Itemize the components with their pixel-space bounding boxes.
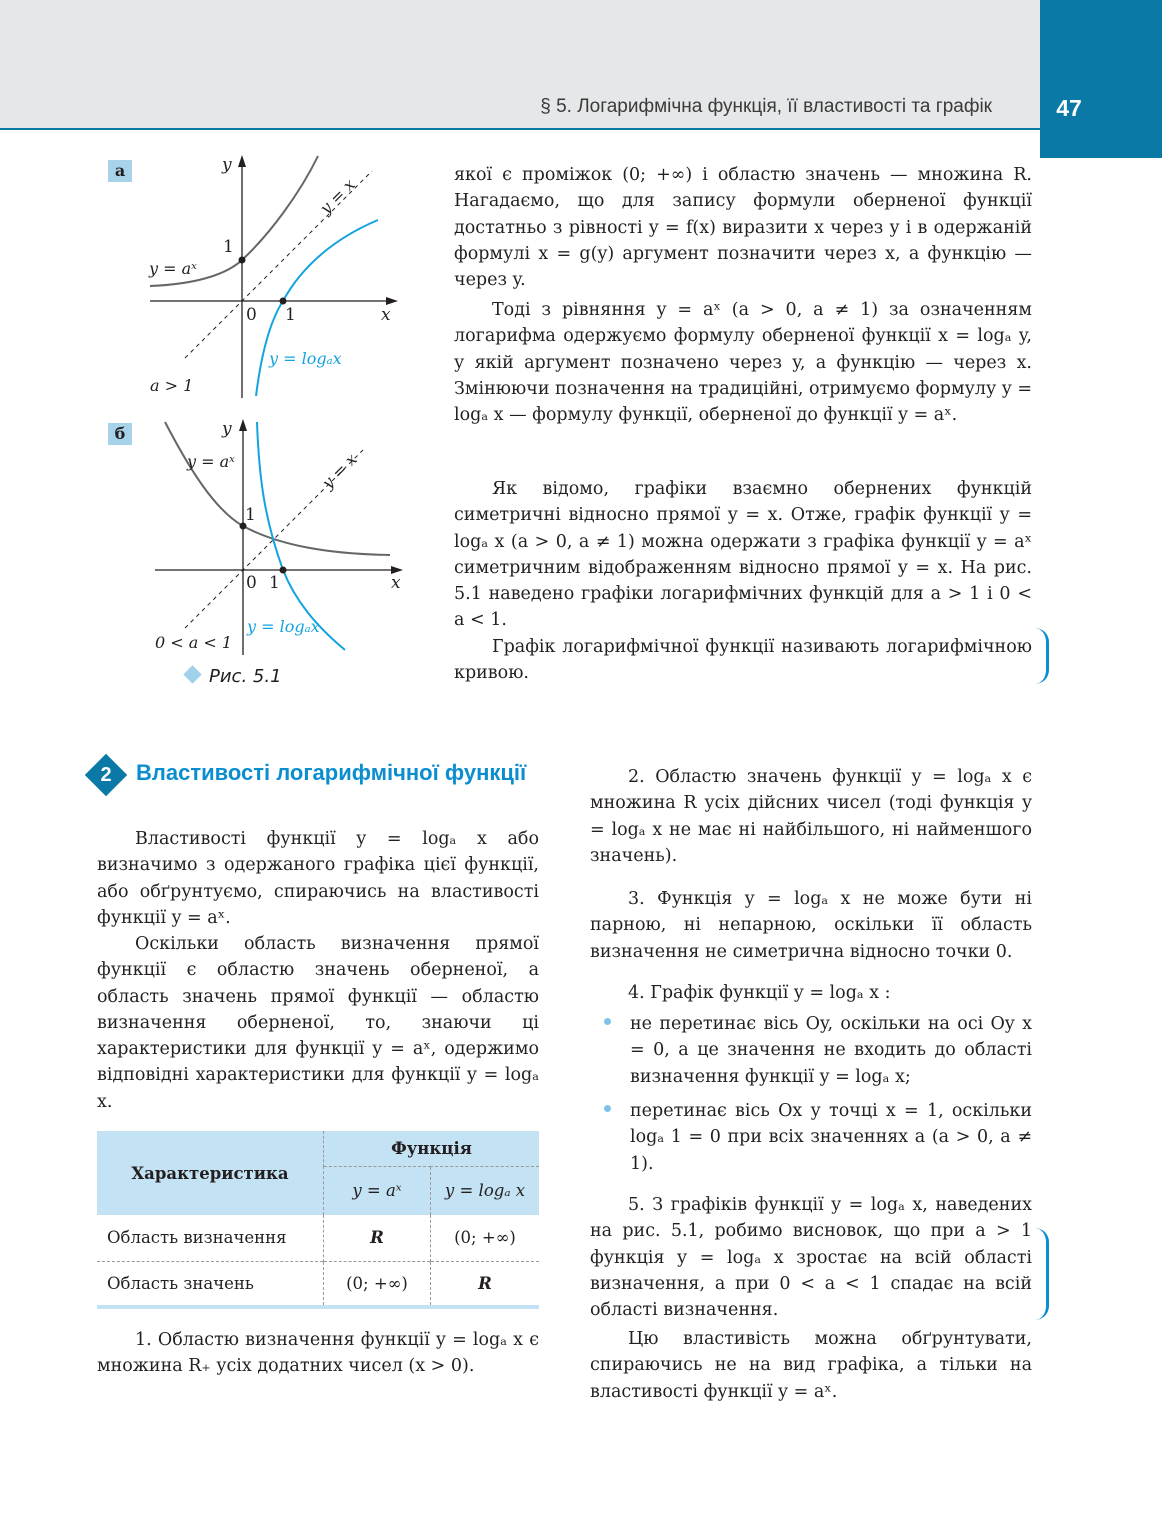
- log-label: y = logₐx: [247, 617, 320, 636]
- property-4: 4. Графік функції y = logₐ x :: [628, 983, 891, 1003]
- table-cell-log: R: [478, 1273, 492, 1293]
- log-curve: [257, 422, 345, 650]
- table-cell-exp: (0; +∞): [324, 1261, 431, 1307]
- top-paragraph-3: Як відомо, графіки взаємно обернених функцій симетричні відносно прямої y = x. Отже, графік функції y = logₐ x (a > 0, a ≠ 1) можна одержати з графіка функції y = aˣ симетричним відображенням відносно прямої y = x. На рис. 5.1 наведено графіки логарифмічних функцій для a > 1 і 0 < a < 1.: [454, 479, 1032, 631]
- figure-panel-a: [140, 148, 420, 403]
- figure-caption: Рис. 5.1: [186, 666, 282, 687]
- log-label: y = logₐx: [269, 349, 342, 368]
- table-row: [97, 1215, 539, 1261]
- figure-panel-b-label: б: [108, 423, 132, 445]
- property-5: 5. З графіків функції y = logₐ x, наведених на рис. 5.1, робимо висновок, що при a > 1 функція y = logₐ x зростає на всій області визначення, а при 0 < a < 1 спадає на всій області визначення.: [590, 1195, 1032, 1321]
- tick-one-x: 1: [269, 573, 280, 593]
- bullet-item-1: не перетинає вісь Oy, оскільки на осі Oy x = 0, а це значення не входить до області визначення функції y = logₐ x;: [630, 1014, 1032, 1087]
- bullet-icon: [604, 1018, 611, 1025]
- bullet-item-2: перетинає вісь Ox у точці x = 1, оскільки logₐ 1 = 0 при всіх значеннях a (a > 0, a ≠ 1).: [630, 1101, 1032, 1174]
- y-axis-label: y: [222, 419, 232, 439]
- y-axis-label: y: [222, 155, 232, 175]
- point-1-0: [280, 298, 287, 305]
- condition-label: a > 1: [150, 376, 194, 395]
- table-cell-log: (0; +∞): [454, 1228, 516, 1248]
- tick-zero: 0: [246, 573, 257, 593]
- bullet-dot-1: [604, 1013, 625, 1032]
- figure-panel-b: [145, 410, 420, 660]
- x-axis-arrow: [386, 297, 398, 305]
- x-axis-label: x: [381, 305, 391, 325]
- diamond-icon: [183, 665, 201, 683]
- exp-label: y = aˣ: [149, 259, 197, 278]
- property-2: 2. Областю значень функції y = logₐ x є множина R усіх дійсних чисел (тоді функція y = logₐ x не має ні найбільшого, ні найменшого значень).: [590, 767, 1032, 866]
- table-cell-name: Область визначення: [97, 1215, 324, 1261]
- top-paragraph-4: Графік логарифмічної функції називають логарифмічною кривою.: [454, 637, 1032, 684]
- page-number-box: [1040, 0, 1162, 158]
- margin-bracket: [1032, 1228, 1049, 1320]
- figure-panel-a-label: а: [108, 160, 132, 182]
- condition-label: 0 < a < 1: [155, 633, 233, 652]
- point-0-1: [239, 257, 246, 264]
- table-header-exp: y = aˣ: [324, 1166, 431, 1215]
- table-cell-exp: R: [324, 1215, 431, 1261]
- section-number: 2: [100, 764, 112, 786]
- bullet-dot-2: [604, 1100, 625, 1119]
- tick-one-y: 1: [223, 237, 234, 257]
- diagonal-label: y = x: [315, 174, 359, 218]
- table-row: [97, 1261, 539, 1307]
- header-rule: [0, 128, 1040, 130]
- tick-one-x: 1: [285, 305, 296, 325]
- page-number: 47: [1056, 95, 1082, 121]
- y-axis-arrow: [239, 419, 247, 431]
- top-paragraph-1: якої є проміжок (0; +∞) і областю значень — множина R. Нагадаємо, що для запису формули оберненої функції достатньо з рівності y = f(x) виразити x через y і в одержаній формулі x = g(y) аргумент позначити через x, а функцію — через y.: [454, 165, 1032, 291]
- property-1: 1. Областю визначення функції y = logₐ x є множина R₊ усіх додатних чисел (x > 0).: [97, 1330, 539, 1377]
- diagonal-label: y = x: [317, 449, 361, 493]
- section-title: Властивості логарифмічної функції: [136, 760, 527, 785]
- bullet-icon: [604, 1105, 611, 1112]
- top-paragraph-2: Тоді з рівняння y = aˣ (a > 0, a ≠ 1) за означенням логарифма одержуємо формулу оберненої функції x = logₐ y, у якій аргумент позначено через y, а функцію — через x. Змінюючи позначення на традиційні, отримуємо формулу y = logₐ x — формулу функції, оберненої до функції y = aˣ.: [454, 300, 1032, 426]
- tick-zero: 0: [246, 305, 257, 325]
- exp-label: y = aˣ: [187, 452, 235, 471]
- table-cell-name: Область значень: [97, 1261, 324, 1307]
- table-header-characteristic: Характеристика: [97, 1131, 324, 1215]
- tick-one-y: 1: [245, 505, 256, 525]
- log-curve: [256, 220, 378, 396]
- properties-table: [97, 1131, 539, 1309]
- point-1-0: [280, 567, 287, 574]
- running-title: § 5. Логарифмічна функція, її властивості та графік: [540, 96, 992, 117]
- table-header-log: y = logₐ x: [431, 1166, 540, 1215]
- table-header-function: Функція: [324, 1131, 540, 1166]
- section-paragraph-2: Оскільки область визначення прямої функції є областю значень оберненої, а область значень прямої функції — областю визначення оберненої, то, знаючи ці характеристики для функції y = aˣ, одержимо відповідні характеристики для функції y = logₐ x.: [97, 934, 539, 1112]
- property-3: 3. Функція y = logₐ x не може бути ні парною, ні непарною, оскільки її область визначення не симетрична відносно точки 0.: [590, 889, 1032, 962]
- y-axis-arrow: [238, 155, 246, 167]
- section-paragraph-1: Властивості функції y = logₐ x або визначимо з одержаного графіка цієї функції, або обґрунтуємо, спираючись на властивості функції y = aˣ.: [97, 829, 539, 928]
- margin-bracket: [1032, 628, 1049, 684]
- x-axis-label: x: [391, 573, 401, 593]
- closing-paragraph: Цю властивість можна обґрунтувати, спираючись не на вид графіка, а тільки на властивості функції y = aˣ.: [590, 1329, 1032, 1402]
